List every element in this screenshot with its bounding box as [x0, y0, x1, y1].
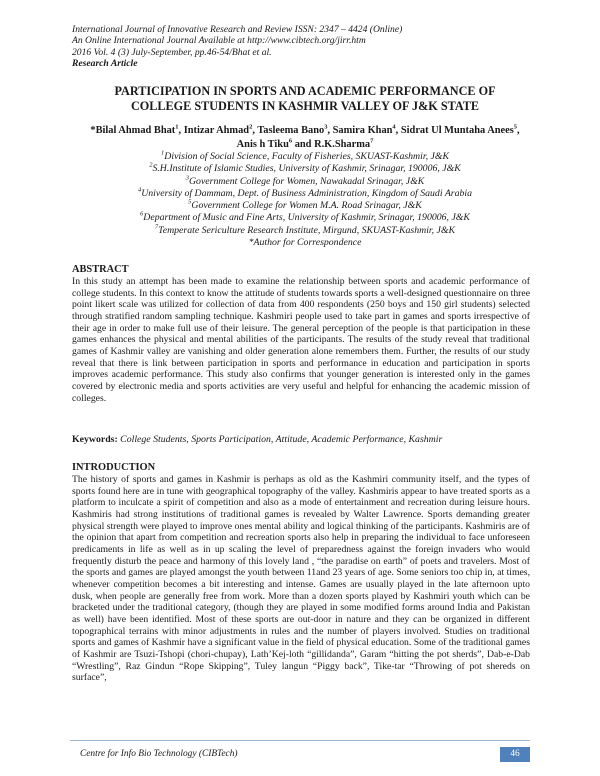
- title-line-2: COLLEGE STUDENTS IN KASHMIR VALLEY OF J&K STATE: [131, 98, 479, 113]
- affiliation-text: Department of Music and Fine Arts, University of Kashmir, Srinagar, 190006, J&K: [143, 212, 470, 224]
- affiliation-text: *Author for Correspondence: [248, 236, 362, 248]
- author-sep: ,: [252, 125, 258, 136]
- affiliation-sup: 1: [161, 149, 165, 157]
- affiliation-text: Government College for Women M.A. Road Srinagar, J&K: [191, 200, 422, 211]
- affiliation: [60, 200, 550, 212]
- author-name: *Bilal Ahmad Bhat: [90, 125, 176, 136]
- journal-issue: 2016 Vol. 4 (3) July-September, pp.46-54/Bhat et al.: [72, 46, 272, 58]
- abstract-text: In this study an attempt has been made to examine the relationship between sports and academic performance of college students. In this context to know the attitude of students towards sports a well-designed questionnaire on three point likert scale was utilized for collection of data from 400 respondents (250 boys and 150 girl students) selected through stratified random sampling technique. Kashmiri people used to take part in games and sports irrespective of their age in order to make full use of their leisure. The general perception of the people is that participation in these games enhances the physical and mental abilities of the participants. The results of the study reveal that traditional games of Kashmir valley are vanishing and older generation alone remembers them. Further, the results of our study reveal that there is link between participation in sports and performance in education and participation in sports improves academic performance. This study also confirms that younger generation is interested only in the games covered by electronic media and sports activities are very useful and helpful for enhancing the academic mission of colleges.: [72, 276, 530, 404]
- affiliation-text: Temperate Sericulture Research Institute, Mirgund, SKUAST-Kashmir, J&K: [158, 224, 456, 236]
- article-type: Research Article: [72, 58, 138, 70]
- affiliation: [60, 188, 550, 200]
- affiliation-sup: 4: [137, 186, 142, 194]
- affiliation: [60, 163, 550, 175]
- affiliation-sup: 7: [154, 223, 159, 231]
- author-name: R.K.Sharma: [314, 139, 371, 150]
- author-name: Intizar Ahmad: [183, 125, 250, 136]
- footer-divider: [70, 740, 530, 741]
- affiliation-sup: 6: [140, 210, 144, 218]
- correspondence-note: [60, 237, 550, 249]
- paper-title: [60, 84, 550, 113]
- author-sep: and: [292, 139, 315, 150]
- affiliation-text: Government College for Women, Nawakadal Srinagar, J&K: [188, 175, 425, 187]
- affiliation-text: Division of Social Science, Faculty of Fisheries, SKUAST-Kashmir, J&K: [164, 151, 449, 162]
- affiliation-sup: 2: [149, 161, 153, 169]
- introduction-text: The history of sports and games in Kashmir is perhaps as old as the Kashmiri community itself, and the types of sports found here are in tune with geographical topography of the valley. Kashmiris appear to have treated sports as a platform to inculcate a spirit of competition and also as a mode of entertainment and recreation during leisure hours. Kashmiris had strong institutions of traditional games is revealed by Walter Lawrence. Sports demanding greater physical strength were played to improve ones mental ability and logical thinking of the participants. Kashmiris are of the opinion that apart from competition and recreation sports also help in preparing the individual to face unforeseen predicaments in life as well as in up scaling the level of preparedness against the foreign invaders who would frequently disturb the peace and harmony of this lovely land , “the paradise on earth” of poets and travelers. Most of the sports and games are played amongst the youth between 11and 23 years of age. Some seniors too chip in, at times, whenever competition becomes a bit interesting and intense. Games are usually played in the late afternoon upto dusk, when people are generally free from work. More than a dozen sports played by Kashmiri youth which can be bracketed under the traditional category, (though they are played in some modified forms around India and Pakistan as well) have been identified. Most of these sports are out-door in nature and they can be organized in different topographical terrains with minor adjustments in rules and the number of players involved. Studies on traditional sports and games of Kashmir have a significant value in the field of physical education. Some of the traditional games of Kashmir are Tsuzi-Tshopi (chori-chupay), Lath’Kej-loth “gillidanda”, Garam “hitting the pot sherds”, Dab-e-Dab “Wrestling”, Raz Gindun “Rope Skipping”, Tuley langun “Piggy back”, Tike-tar “Throwing of pot shereds on surface”,: [72, 474, 530, 684]
- author-sup: 7: [370, 137, 374, 145]
- author-name: Anis h Tiku: [236, 139, 289, 150]
- affiliation-sup: 3: [185, 174, 189, 182]
- journal-name: International Journal of Innovative Research and Review ISSN: 2347 – 4424 (Online): [72, 24, 403, 35]
- author-sup: 4: [392, 123, 396, 131]
- author-sup: 5: [513, 123, 517, 131]
- author-sup: 1: [175, 123, 179, 131]
- journal-header: [72, 24, 542, 70]
- introduction-heading: INTRODUCTION: [72, 462, 156, 473]
- author-name: Tasleema Bano: [257, 125, 325, 136]
- keywords: [72, 434, 530, 445]
- page-number-badge: 46: [500, 747, 530, 762]
- title-line-1: PARTICIPATION IN SPORTS AND ACADEMIC PERFORMANCE OF: [114, 84, 496, 98]
- keywords-text: College Students, Sports Participation, Attitude, Academic Performance, Kashmir: [120, 434, 443, 445]
- author-sep: ,: [178, 125, 184, 136]
- affiliation: [60, 176, 550, 188]
- affiliation-text: University of Dammam, Dept. of Business Administration, Kingdom of Saudi Arabia: [141, 187, 473, 199]
- author-sep: ,: [327, 125, 333, 136]
- keywords-label: Keywords:: [72, 434, 118, 445]
- affiliation-sup: 5: [188, 198, 192, 206]
- affiliation-text: S.H.Institute of Islamic Studies, University of Kashmir, Srinagar, 190006, J&K: [152, 163, 461, 175]
- page-footer: [72, 747, 530, 763]
- author-sep: ,: [517, 125, 520, 136]
- affiliation-list: [60, 151, 550, 249]
- author-list: [60, 124, 550, 152]
- author-sup: 3: [324, 123, 328, 131]
- author-sup: 6: [288, 137, 293, 145]
- author-name: Samira Khan: [332, 125, 393, 136]
- abstract-heading: ABSTRACT: [72, 264, 129, 275]
- author-sup: 2: [249, 123, 253, 131]
- author-name: Sidrat Ul Muntaha Anees: [400, 125, 514, 136]
- journal-availability: An Online International Journal Available at http://www.cibtech.org/jirr.htm: [72, 35, 366, 47]
- author-sep: ,: [395, 125, 401, 136]
- footer-publisher: Centre for Info Bio Technology (CIBTech): [80, 749, 238, 759]
- affiliation: [60, 212, 550, 224]
- affiliation: [60, 151, 550, 163]
- affiliation: [60, 225, 550, 237]
